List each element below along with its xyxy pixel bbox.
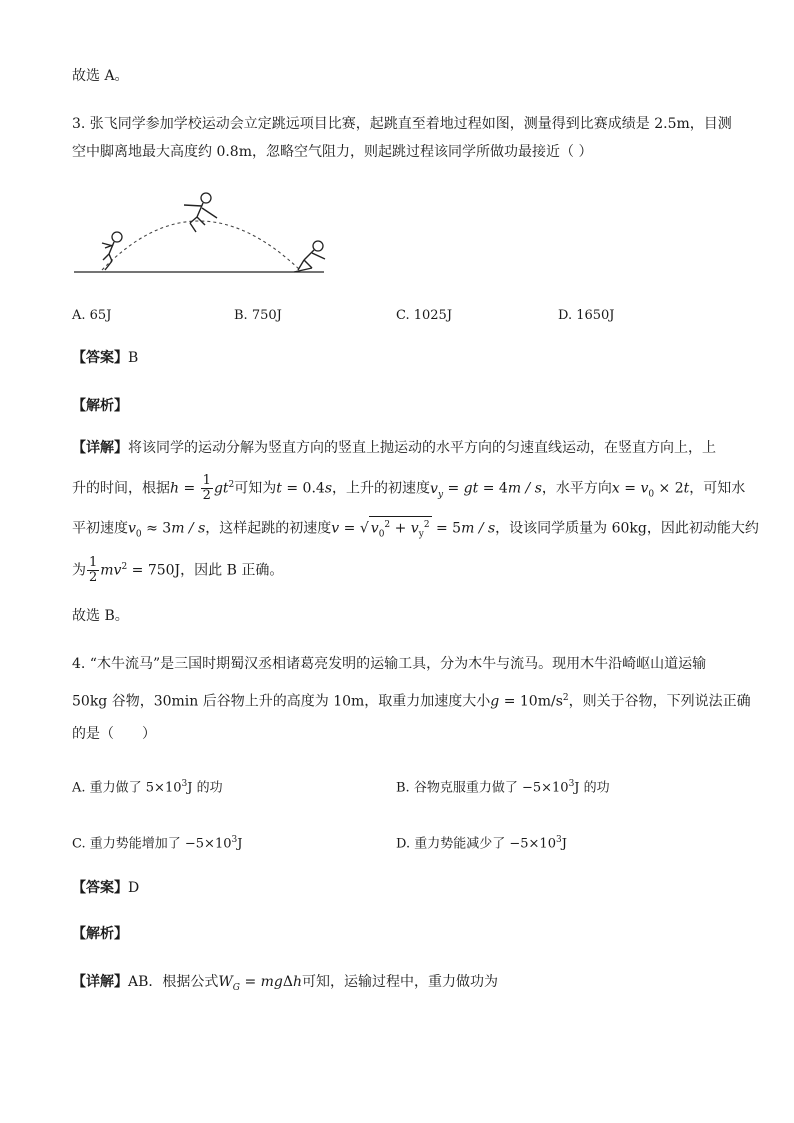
q3-answer-line <box>72 348 138 368</box>
q4-option-a: A. 重力做了 $5\times 10^3J$ 的功 <box>72 779 223 796</box>
q4-text-line-3: 的是（ ） <box>72 726 156 742</box>
prev-answer-line: 故选 A。 <box>72 68 129 84</box>
q3-detail-line-4: 为 $\frac{1}{2}$ $mv^2 = 750J$，因此 B 正确。 <box>72 555 284 585</box>
detail-tag: 【详解】 <box>72 440 128 456</box>
q4-answer-line: 【答案】D <box>72 880 140 896</box>
q3-analysis-tag: 【解析】 <box>72 398 128 414</box>
q3-option-a: A. 65J <box>72 308 112 323</box>
q3-option-c: C. 1025J <box>396 308 453 323</box>
q3-text-line-2: 空中脚离地最大高度约 0.8m，忽略空气阻力，则起跳过程该同学所做功最接近（ ） <box>72 144 593 160</box>
q3-option-b: B. 750J <box>234 308 282 323</box>
answer-value: B <box>128 350 139 366</box>
q3-option-d: D. 1650J <box>558 308 615 323</box>
q3-conclusion: 故选 B。 <box>72 608 129 624</box>
q3-detail-line-3: 平初速度$v_0 \approx 3m / s$，这样起跳的初速度v = √ $v_0^2 + v_y^2 = 5m / s$，设该同学质量为 60kg，因此初动能大约 <box>72 516 759 544</box>
q3-detail-line-1: 【详解】将该同学的运动分解为竖直方向的竖直上抛运动的水平方向的匀速直线运动，在竖直方向上，上 <box>72 440 716 456</box>
q4-text-line-2: 50kg 谷物，30min 后谷物上升的高度为 10m，取重力加速度大小$g = 10m/s^2$，则关于谷物，下列说法正确 <box>72 693 751 710</box>
q4-option-d: D. 重力势能减少了 $-5\times 10^3J$ <box>396 835 567 852</box>
q4-text-line-1: 4. “木牛流马”是三国时期蜀汉丞相诸葛亮发明的运输工具，分为木牛与流马。现用木牛沿崎岖山道运输 <box>72 656 707 672</box>
q3-detail-line-2: 升的时间，根据h = $\frac{1}{2}$ $gt^2$可知为t = 0.4s，上升的初速度$v_y$ = gt = 4m / s，水平方向$x = v_0 \times 2t$，可知水 <box>72 473 746 503</box>
q4-analysis-tag: 【解析】 <box>72 926 128 942</box>
q4-option-b: B. 谷物克服重力做了 $-5\times 10^3J$ 的功 <box>396 779 610 796</box>
answer-tag: 【答案】 <box>72 350 128 366</box>
long-jump-figure <box>72 190 327 278</box>
q3-text-line-1: 3. 张飞同学参加学校运动会立定跳远项目比赛，起跳直至着地过程如图，测量得到比赛成绩是 2.5m，目测 <box>72 116 732 132</box>
fraction-one-half: $\frac{1}{2}$ <box>202 473 211 503</box>
q4-detail-line: 【详解】AB．根据公式$W_G = mg\Delta h$可知，运输过程中，重力做功为 <box>72 974 499 993</box>
answer-value: D <box>128 880 140 896</box>
q4-option-c: C. 重力势能增加了 $-5\times 10^3J$ <box>72 835 243 852</box>
